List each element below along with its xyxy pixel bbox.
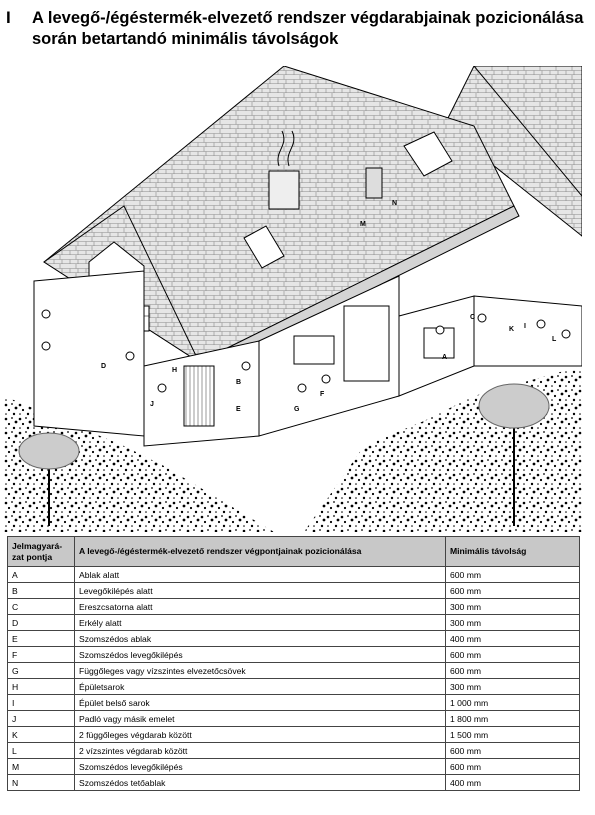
svg-text:A: A bbox=[442, 354, 448, 361]
distance-table bbox=[7, 536, 580, 791]
svg-text:L: L bbox=[552, 336, 557, 343]
row-key: H bbox=[8, 679, 75, 695]
section-number: I bbox=[6, 8, 11, 27]
svg-text:N: N bbox=[392, 200, 398, 207]
row-key: A bbox=[8, 567, 75, 583]
row-dist: 600 mm bbox=[446, 567, 580, 583]
row-key: J bbox=[8, 711, 75, 727]
svg-text:G: G bbox=[294, 406, 300, 413]
svg-text:I: I bbox=[524, 323, 526, 330]
row-desc: Ereszcsatorna alatt bbox=[75, 599, 446, 615]
window-front bbox=[294, 336, 334, 364]
row-dist: 300 mm bbox=[446, 679, 580, 695]
table-row bbox=[8, 727, 580, 743]
row-key: M bbox=[8, 759, 75, 775]
row-key: I bbox=[8, 695, 75, 711]
table-body bbox=[8, 567, 580, 791]
table-header-row bbox=[8, 537, 580, 567]
row-desc: 2 függőleges végdarab között bbox=[75, 727, 446, 743]
svg-text:E: E bbox=[236, 406, 241, 413]
row-desc: Szomszédos tetőablak bbox=[75, 775, 446, 791]
row-key: G bbox=[8, 663, 75, 679]
col-header-key: Jelmagyará-zat pontja bbox=[8, 537, 75, 567]
row-dist: 300 mm bbox=[446, 615, 580, 631]
roof-flue-terminal bbox=[366, 168, 382, 198]
section-title: A levegő-/égéstermék-elvezető rendszer végdarabjainak pozicionálása során betartandó minimális távolságok bbox=[32, 9, 584, 48]
row-desc: Erkély alatt bbox=[75, 615, 446, 631]
table-row bbox=[8, 599, 580, 615]
table-row bbox=[8, 615, 580, 631]
house-illustration bbox=[4, 66, 582, 532]
col-header-position: A levegő-/égéstermék-elvezető rendszer végpontjainak pozicionálása bbox=[75, 537, 446, 567]
table-row bbox=[8, 775, 580, 791]
row-desc: Szomszédos levegőkilépés bbox=[75, 759, 446, 775]
svg-text:M: M bbox=[360, 221, 366, 228]
row-dist: 600 mm bbox=[446, 663, 580, 679]
table-row bbox=[8, 663, 580, 679]
row-key: L bbox=[8, 743, 75, 759]
row-dist: 1 000 mm bbox=[446, 695, 580, 711]
row-dist: 600 mm bbox=[446, 647, 580, 663]
table-row bbox=[8, 583, 580, 599]
svg-text:J: J bbox=[150, 401, 154, 408]
svg-text:D: D bbox=[101, 363, 107, 370]
row-key: E bbox=[8, 631, 75, 647]
table-row bbox=[8, 631, 580, 647]
row-dist: 600 mm bbox=[446, 743, 580, 759]
row-dist: 600 mm bbox=[446, 759, 580, 775]
svg-text:B: B bbox=[236, 379, 242, 386]
row-dist: 300 mm bbox=[446, 599, 580, 615]
row-desc: Épületsarok bbox=[75, 679, 446, 695]
row-dist: 1 800 mm bbox=[446, 711, 580, 727]
svg-text:K: K bbox=[509, 326, 515, 333]
table-row bbox=[8, 679, 580, 695]
row-dist: 400 mm bbox=[446, 631, 580, 647]
row-desc: 2 vízszintes végdarab között bbox=[75, 743, 446, 759]
table-row bbox=[8, 567, 580, 583]
door-boards bbox=[184, 366, 214, 426]
row-desc: Levegőkilépés alatt bbox=[75, 583, 446, 599]
svg-text:F: F bbox=[320, 391, 325, 398]
row-key: F bbox=[8, 647, 75, 663]
section-heading bbox=[6, 8, 586, 50]
row-desc: Épület belső sarok bbox=[75, 695, 446, 711]
row-key: C bbox=[8, 599, 75, 615]
row-dist: 1 500 mm bbox=[446, 727, 580, 743]
row-key: K bbox=[8, 727, 75, 743]
row-desc: Szomszédos levegőkilépés bbox=[75, 647, 446, 663]
table-row bbox=[8, 695, 580, 711]
col-header-distance: Minimális távolság bbox=[446, 537, 580, 567]
table-row bbox=[8, 759, 580, 775]
row-key: D bbox=[8, 615, 75, 631]
row-desc: Ablak alatt bbox=[75, 567, 446, 583]
row-dist: 600 mm bbox=[446, 583, 580, 599]
row-desc: Függőleges vagy vízszintes elvezetőcsövek bbox=[75, 663, 446, 679]
chimney bbox=[269, 171, 299, 209]
row-key: B bbox=[8, 583, 75, 599]
row-desc: Padló vagy másik emelet bbox=[75, 711, 446, 727]
row-desc: Szomszédos ablak bbox=[75, 631, 446, 647]
row-dist: 400 mm bbox=[446, 775, 580, 791]
svg-text:H: H bbox=[172, 367, 178, 374]
row-key: N bbox=[8, 775, 75, 791]
table-row bbox=[8, 647, 580, 663]
patio-door bbox=[344, 306, 389, 381]
table-row bbox=[8, 711, 580, 727]
table-row bbox=[8, 743, 580, 759]
svg-text:C: C bbox=[470, 314, 476, 321]
